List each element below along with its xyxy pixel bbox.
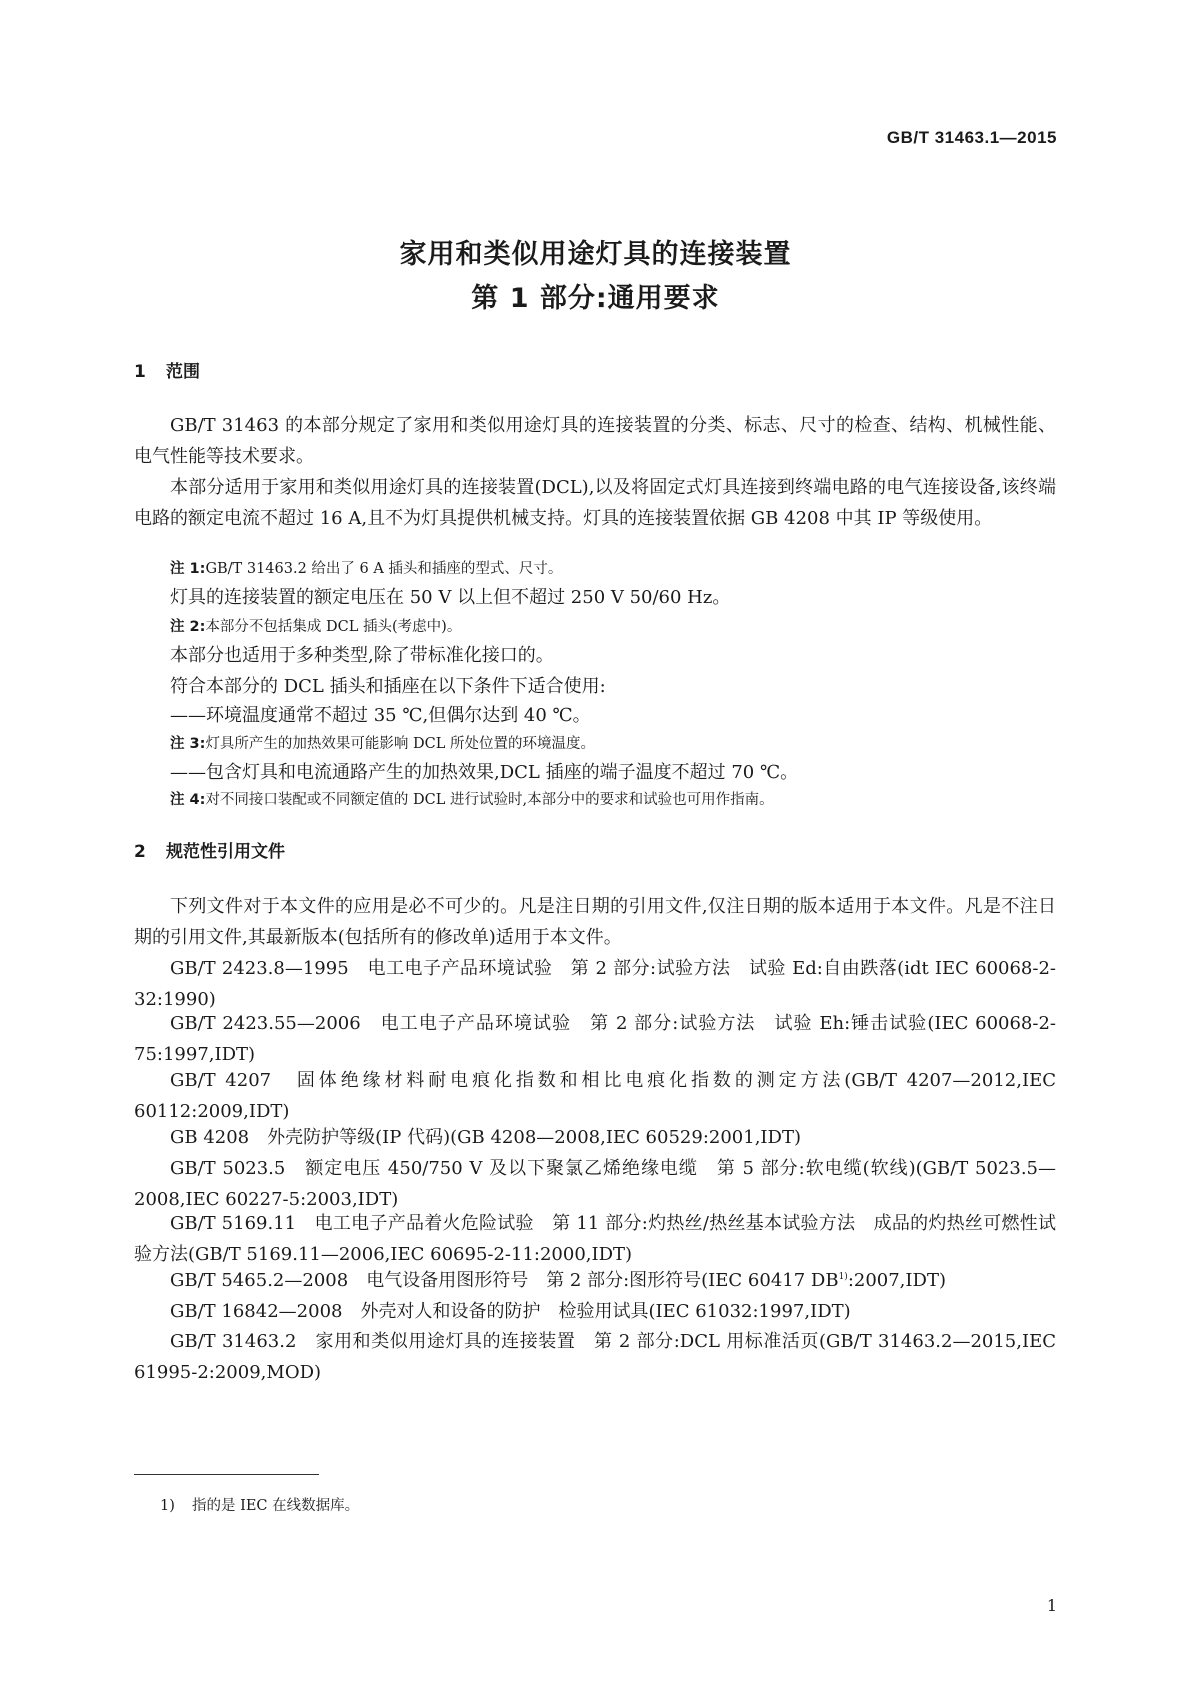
section-title: 规范性引用文件 bbox=[166, 842, 285, 862]
reference-item: GB/T 31463.2 家用和类似用途灯具的连接装置 第 2 部分:DCL 用标准活页(GB/T 31463.2—2015,IEC 61995-2:2009,MOD) bbox=[134, 1331, 1056, 1383]
note-text: 本部分不包括集成 DCL 插头(考虑中)。 bbox=[205, 619, 462, 635]
reference-item: GB/T 4207 固体绝缘材料耐电痕化指数和相比电痕化指数的测定方法(GB/T 4207—2012,IEC 60112:2009,IDT) bbox=[134, 1070, 1056, 1122]
note-4 bbox=[170, 789, 774, 811]
scope-paragraph-3: 灯具的连接装置的额定电压在 50 V 以上但不超过 250 V 50/60 Hz。 bbox=[170, 587, 731, 608]
footnote-mark: 1) bbox=[160, 1498, 175, 1514]
standard-code: GB/T 31463.1—2015 bbox=[886, 128, 1057, 147]
section-1-heading bbox=[134, 357, 200, 382]
reference-item: GB 4208 外壳防护等级(IP 代码)(GB 4208—2008,IEC 60529:2001,IDT) bbox=[170, 1127, 801, 1148]
footnote-divider bbox=[134, 1474, 319, 1475]
note-label: 注 3: bbox=[170, 736, 206, 752]
scope-paragraph-1: GB/T 31463 的本部分规定了家用和类似用途灯具的连接装置的分类、标志、尺寸的检查、结构、机械性能、电气性能等技术要求。 bbox=[134, 415, 1056, 467]
reference-item: GB/T 2423.55—2006 电工电子产品环境试验 第 2 部分:试验方法 试验 Eh:锤击试验(IEC 60068-2-75:1997,IDT) bbox=[134, 1013, 1056, 1065]
note-label: 注 2: bbox=[170, 619, 206, 635]
scope-paragraph-2: 本部分适用于家用和类似用途灯具的连接装置(DCL),以及将固定式灯具连接到终端电路的电气连接设备,该终端电路的额定电流不超过 16 A,且不为灯具提供机械支持。灯具的连接装置依据 GB 4208 中其 IP 等级使用。 bbox=[134, 477, 1056, 529]
document-subtitle: 第 1 部分:通用要求 bbox=[471, 283, 720, 314]
reference-item: GB/T 2423.8—1995 电工电子产品环境试验 第 2 部分:试验方法 试验 Ed:自由跌落(idt IEC 60068-2-32:1990) bbox=[134, 958, 1056, 1010]
section-2-heading bbox=[134, 837, 285, 862]
note-text: 对不同接口装配或不同额定值的 DCL 进行试验时,本部分中的要求和试验也可用作指南。 bbox=[205, 792, 774, 808]
note-3 bbox=[170, 733, 595, 755]
reference-text: GB/T 5465.2—2008 电气设备用图形符号 第 2 部分:图形符号(IEC 60417 DB bbox=[170, 1270, 839, 1291]
references-intro: 下列文件对于本文件的应用是必不可少的。凡是注日期的引用文件,仅注日期的版本适用于本文件。凡是不注日期的引用文件,其最新版本(包括所有的修改单)适用于本文件。 bbox=[134, 896, 1056, 948]
document-title: 家用和类似用途灯具的连接装置 bbox=[399, 239, 792, 270]
condition-dash-2: ——包含灯具和电流通路产生的加热效果,DCL 插座的端子温度不超过 70 ℃。 bbox=[170, 762, 799, 783]
footnote-reference: 1) bbox=[838, 1272, 848, 1282]
note-label: 注 1: bbox=[170, 561, 206, 577]
reference-item: GB/T 16842—2008 外壳对人和设备的防护 检验用试具(IEC 61032:1997,IDT) bbox=[170, 1301, 851, 1322]
note-2 bbox=[170, 616, 461, 638]
scope-paragraph-4: 本部分也适用于多种类型,除了带标准化接口的。 bbox=[170, 645, 554, 666]
condition-dash-1: ——环境温度通常不超过 35 ℃,但偶尔达到 40 ℃。 bbox=[170, 705, 591, 726]
reference-text-tail: :2007,IDT) bbox=[847, 1270, 946, 1291]
reference-item-with-footnote bbox=[134, 1265, 1056, 1296]
note-1 bbox=[170, 558, 562, 580]
note-text: 灯具所产生的加热效果可能影响 DCL 所处位置的环境温度。 bbox=[205, 736, 596, 752]
footnote bbox=[160, 1494, 359, 1515]
scope-paragraph-5: 符合本部分的 DCL 插头和插座在以下条件下适合使用: bbox=[170, 676, 606, 697]
page-number: 1 bbox=[1046, 1596, 1057, 1615]
section-number: 1 bbox=[134, 362, 146, 382]
section-title: 范围 bbox=[166, 362, 200, 382]
reference-item: GB/T 5169.11 电工电子产品着火危险试验 第 11 部分:灼热丝/热丝基本试验方法 成品的灼热丝可燃性试验方法(GB/T 5169.11—2006,IEC 60695-2-11:2000,IDT) bbox=[134, 1213, 1056, 1265]
note-text: GB/T 31463.2 给出了 6 A 插头和插座的型式、尺寸。 bbox=[205, 561, 563, 577]
note-label: 注 4: bbox=[170, 792, 206, 808]
section-number: 2 bbox=[134, 842, 146, 862]
reference-item: GB/T 5023.5 额定电压 450/750 V 及以下聚氯乙烯绝缘电缆 第 5 部分:软电缆(软线)(GB/T 5023.5—2008,IEC 60227-5:2003,IDT) bbox=[134, 1158, 1056, 1210]
footnote-text: 指的是 IEC 在线数据库。 bbox=[192, 1498, 360, 1514]
